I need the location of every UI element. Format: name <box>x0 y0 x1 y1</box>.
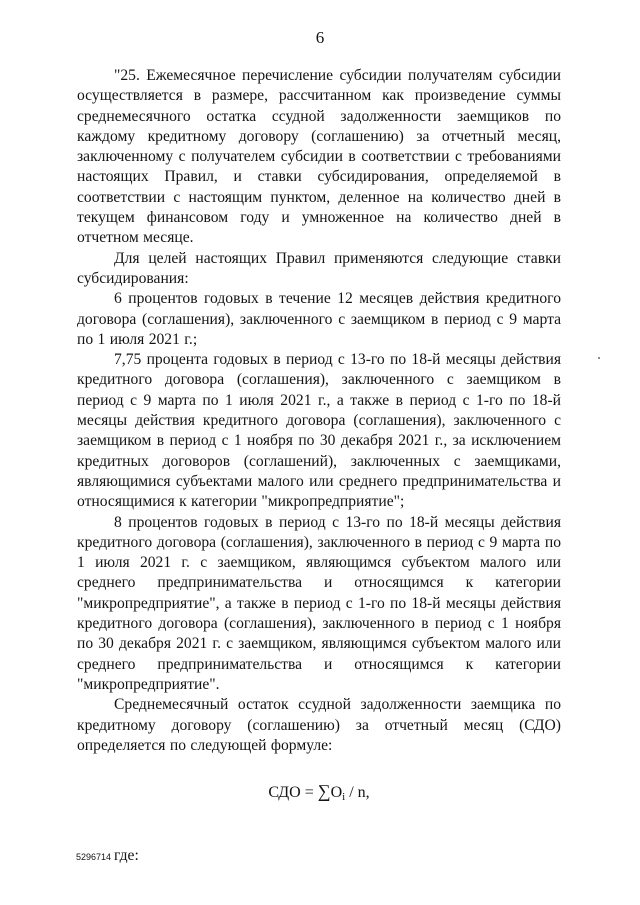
formula-rhs: / n, <box>345 784 370 802</box>
paragraph-subsidy-rates-intro: Для целей настоящих Правил применяются следующие ставки субсидирования: <box>77 249 561 287</box>
paragraph-rate-8-percent: 8 процентов годовых в период с 13-го по 18-й месяцы действия кредитного договора (соглашения), заключенного в период с 9 марта по 1 июля 2021 г. с заемщиком, являющимся субъектом малого или среднего предпринимательства и относящимся к категории "микропредприятие", а также в период с 1-го по 18-й месяцы действия кредитного договора (соглашения), заключенного в период с 1 ноября по 30 декабря 2021 г. с заемщиком, являющимся субъектом малого или среднего предпринимательства и относящимся к категории "микропредприятие". <box>77 513 561 693</box>
paragraph-formula-intro: Среднемесячный остаток ссудной задолженности заемщика по кредитному договору (соглашению) за отчетный месяц (СДО) определяется по следующей формуле: <box>77 696 561 754</box>
sigma-icon: ∑ <box>317 781 331 802</box>
where-label: где: <box>114 847 139 865</box>
document-code: 5296714 <box>76 852 112 862</box>
page-number: 6 <box>315 28 325 47</box>
document-body <box>77 66 561 866</box>
paragraph-rate-6-percent: 6 процентов годовых в течение 12 месяцев действия кредитного договора (соглашения), заключенного с заемщиком в период с 9 марта по 1 июля 2021 г.; <box>77 290 561 348</box>
formula-subscript: i <box>342 791 346 804</box>
formula-lhs: СДО <box>268 784 301 802</box>
paragraph-item-25: "25. Ежемесячное перечисление субсидии получателям субсидии осуществляется в размере, рассчитанном как произведение суммы среднемесячного остатка ссудной задолженности заемщиков по каждому кредитному договору (соглашению) за отчетный месяц, заключенному с получателем субсидии в соответствии с требованиями настоящих Правил, и ставки субсидирования, определяемой в соответствии с настоящим пунктом, деленное на количество дней в текущем финансовом году и умноженное на количество дней в отчетном месяце. <box>77 67 561 247</box>
formula-equals: = <box>300 784 318 802</box>
paragraph-rate-7-75-percent: 7,75 процента годовых в период с 13-го по 18-й месяцы действия кредитного договора (соглашения), заключенного с заемщиком в период с 9 марта по 1 июля 2021 г., а также в период с 1-го по 18-й месяцы действия кредитного договора (соглашения), заключенного с заемщиком в период с 1 ноября по 30 декабря 2021 г., за исключением кредитных договоров (соглашений), заключенных с заемщиками, являющимися субъектами малого или среднего предпринимательства и относящимися к категории "микропредприятие"; <box>77 351 561 511</box>
formula-variable: O <box>330 784 343 802</box>
scan-artifact <box>598 357 600 359</box>
formula-sdo <box>77 780 561 808</box>
